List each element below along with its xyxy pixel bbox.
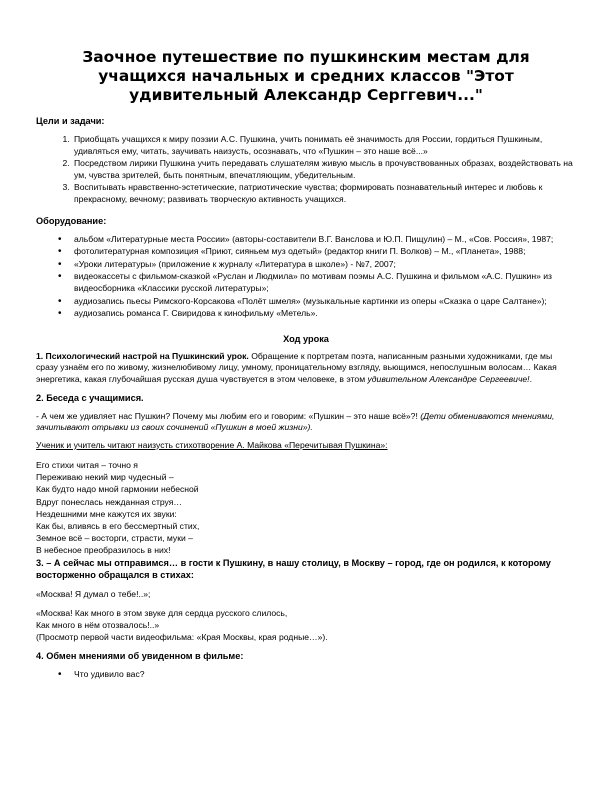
goals-label: Цели и задачи: <box>36 116 105 126</box>
section-3-title: 3. – А сейчас мы отправимся… в гости к Пушкину, в нашу столицу, в Москву – город, где он родился, к которому восторженно обращался в стихах: <box>36 558 551 581</box>
equipment-item: • альбом «Литературные места России» (авторы-составители В.Г. Вансловa и Ю.П. Пищулин) – М., «Сов. Россия», 1987; <box>72 234 576 246</box>
document-title: Заочное путешествие по пушкинским местам для учащихся начальных и средних классов "Этот удивительный Александр Серггевич..." <box>82 48 530 104</box>
poem-line: Земное всё – восторги, страсти, муки – <box>36 532 193 543</box>
equipment-item: • «Уроки литературы» (приложение к журналу «Литература в школе») - №7, 2007; <box>72 259 576 271</box>
section-2-paragraph <box>36 411 576 434</box>
section-4-title: 4. Обмен мнениями об увиденном в фильме: <box>36 650 244 661</box>
section-1-end: . <box>529 373 532 384</box>
poem-line: Вдруг понеслась нежданная струя… <box>36 496 183 507</box>
equipment-item: • фотолитературная композиция «Приют, сияньем муз одетый» (редактор книги П. Волков) – М., «Планета», 1988; <box>72 246 576 258</box>
section-4-list <box>36 669 576 681</box>
equipment-list <box>36 234 576 320</box>
section-2-italic: (Дети обмениваются мнениями, зачитывают отрывки из своих сочинений «Пушкин в моей жизни»). <box>36 410 555 433</box>
lesson-heading: Ход урока <box>283 333 329 344</box>
goal-item: 3. Воспитывать нравственно-эстетические, патриотические чувства; формировать познавательный интерес и любовь к прекрасному, вечному; развивать творческую активность учащихся. <box>72 182 576 205</box>
equipment-item: • видеокассеты с фильмом-сказкой «Руслан и Людмила» по мотивам поэмы А.С. Пушкина и фильмом «А.С. Пушкин» из видеосборника «Классики русской литературы»; <box>72 271 576 294</box>
goal-item: 2. Посредством лирики Пушкина учить передавать слушателям живую мысль в прочувствованных образах, воздействовать на ум, чувства зрителей, быть понятным, впечатляющим, убедительным. <box>72 158 576 181</box>
quote-line: (Просмотр первой части видеофильма: «Края Москвы, края родные…»). <box>36 631 328 642</box>
poem-line: Нездешними мне кажутся их звуки: <box>36 508 177 519</box>
poem <box>36 459 576 556</box>
section-1-italic: удивительном Александре Сергеевиче! <box>367 373 530 384</box>
section-3-quote-1: «Москва! Я думал о тебе!..»; <box>36 589 151 600</box>
goals-list <box>36 134 576 206</box>
quote-line: «Москва! Как много в этом звуке для сердца русского слилось, <box>36 607 288 618</box>
section-1-text: Обращение к портретам поэта, написанным разными художниками, где мы сразу узнаём его по живому, жизнелюбивому лицу, умному, проницательному взгляду, вьющимся, непослушным волосам… Какая энергетика, какая глубочайшая русская душа чувствуется в этом человеке, в этом <box>36 350 557 384</box>
poem-line: Как бы, вливясь в его бессмертный стих, <box>36 520 200 531</box>
section-1-paragraph <box>36 351 576 386</box>
question-item: • Что удивило вас? <box>72 669 576 681</box>
section-2-text: - А чем же удивляет нас Пушкин? Почему мы любим его и говорим: «Пушкин – это наше всё»?! <box>36 410 421 421</box>
document-page <box>36 48 576 691</box>
equipment-item: • аудиозапись романса Г. Свиридова к кинофильму «Метель». <box>72 308 576 320</box>
section-2-title: 2. Беседа с учащимися. <box>36 392 144 403</box>
quote-line: Как много в нём отозвалось!..» <box>36 619 160 630</box>
poem-line: Его стихи читая – точно я <box>36 460 138 471</box>
equipment-label: Оборудование: <box>36 215 107 226</box>
section-3-quote-2 <box>36 607 576 643</box>
section-2-underline: Ученик и учитель читают наизусть стихотворение А. Майкова «Перечитывая Пушкина»: <box>36 439 388 450</box>
equipment-item: • аудиозапись пьесы Римского-Корсакова «Полёт шмеля» (музыкальные картинки из оперы «Сказка о царе Салтане»); <box>72 296 576 308</box>
goal-item: 1. Приобщать учащихся к миру поэзии А.С. Пушкина, учить понимать её значимость для России, гордиться Пушкиным, удивляться ему, читать, заучивать наизусть, осознавать, что «Пушкин – это наше всё...» <box>72 134 576 157</box>
poem-line: Переживаю некий мир чудесный – <box>36 472 174 483</box>
poem-line: В небесное преобразилось в них! <box>36 544 171 555</box>
poem-line: Как будто надо мной гармонии небесной <box>36 484 199 495</box>
section-1-title: 1. Психологический настрой на Пушкинский урок. <box>36 350 249 361</box>
